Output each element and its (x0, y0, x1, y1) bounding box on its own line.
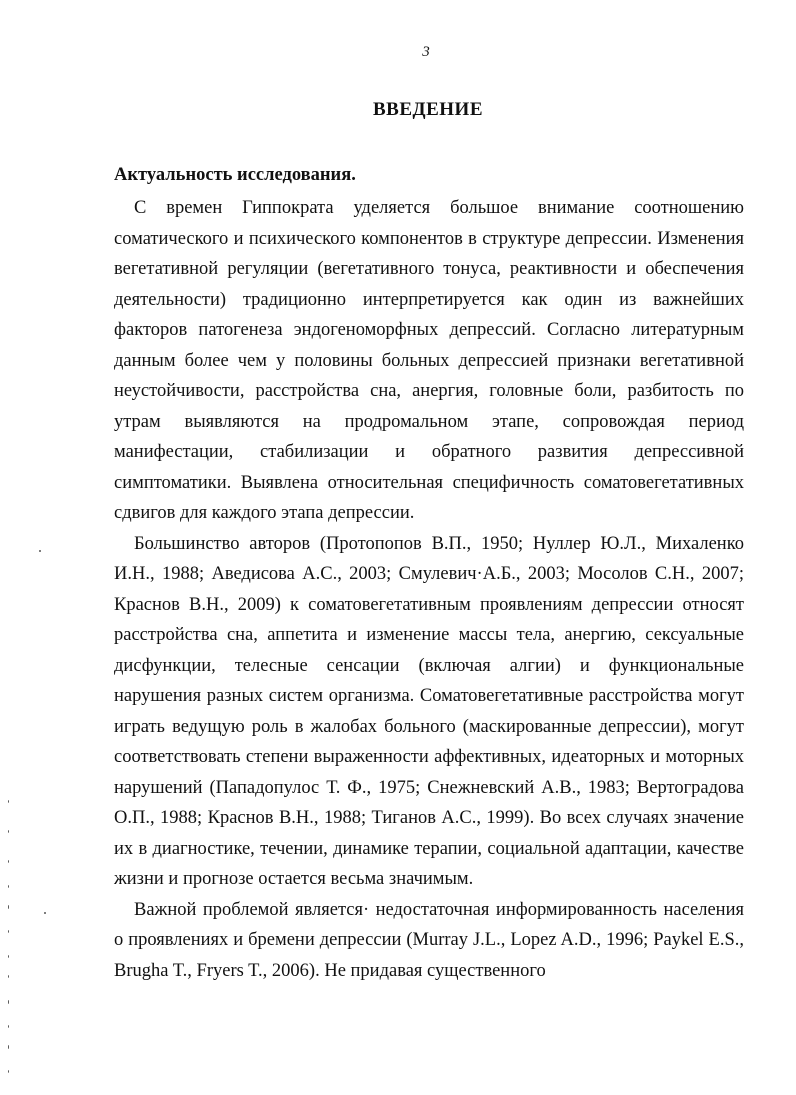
paragraph-2: Большинство авторов (Протопопов В.П., 1950; Нуллер Ю.Л., Михаленко И.Н., 1988; Аведисова А.С., 2003; Смулевич·А.Б., 2003; Мосолов С.Н., 2007; Краснов В.Н., 2009) к соматовегетативным проявлениям депрессии относят расстройства сна, аппетита и изменение массы тела, анергию, сексуальные дисфункции, телесные сенсации (включая алгии) и функциональные нарушения разных систем организма. Соматовегетативные расстройства могут играть ведущую роль в жалобах больного (маскированные депрессии), могут соответствовать степени выраженности аффективных, идеаторных и моторных нарушений (Пападопулос Т. Ф., 1975; Снежневский А.В., 1983; Вертоградова О.П., 1988; Краснов В.Н., 1988; Тиганов А.С., 1999). Во всех случаях значение их в диагностике, течении, динамике терапии, социальной адаптации, качестве жизни и прогнозе остается весьма значимым. (114, 533, 744, 889)
scan-speck (8, 1025, 9, 1028)
scan-speck (8, 930, 9, 933)
body-text (114, 193, 744, 986)
scan-speck (8, 975, 9, 978)
scan-speck (44, 912, 46, 914)
section-title: Актуальность исследования. (114, 165, 356, 185)
scan-speck (8, 860, 9, 863)
scan-speck (39, 550, 41, 552)
scan-speck (8, 905, 9, 909)
scan-speck (8, 1070, 9, 1073)
page-number: 3 (422, 44, 430, 60)
paragraph-1: С времен Гиппократа уделяется большое внимание соотношению соматического и психического компонентов в структуре депрессии. Изменения вегетативной регуляции (вегетативного тонуса, реактивности и обеспечения деятельности) традиционно интерпретируется как один из важнейших факторов патогенеза эндогеноморфных депрессий. Согласно литературным данным более чем у половины больных депрессией признаки вегетативной неустойчивости, расстройства сна, анергия, головные боли, разбитость по утрам выявляются на продромальном этапе, сопровождая период манифестации, стабилизации и обратного развития депрессивной симптоматики. Выявлена относительная специфичность соматовегетативных сдвигов для каждого этапа депрессии. (114, 198, 744, 523)
scan-speck (8, 800, 9, 803)
scan-speck (8, 1045, 9, 1049)
paragraph-3: Важной проблемой является· недостаточная информированность населения о проявлениях и бремени депрессии (Murray J.L., Lopez A.D., 1996; Paykel E.S., Brugha T., Fryers T., 2006). Не придавая существенного (114, 899, 744, 981)
scan-speck (8, 885, 9, 888)
chapter-heading: ВВЕДЕНИЕ (373, 99, 483, 120)
scan-speck (8, 955, 9, 958)
scan-speck (8, 1000, 9, 1004)
scan-speck (8, 830, 9, 833)
